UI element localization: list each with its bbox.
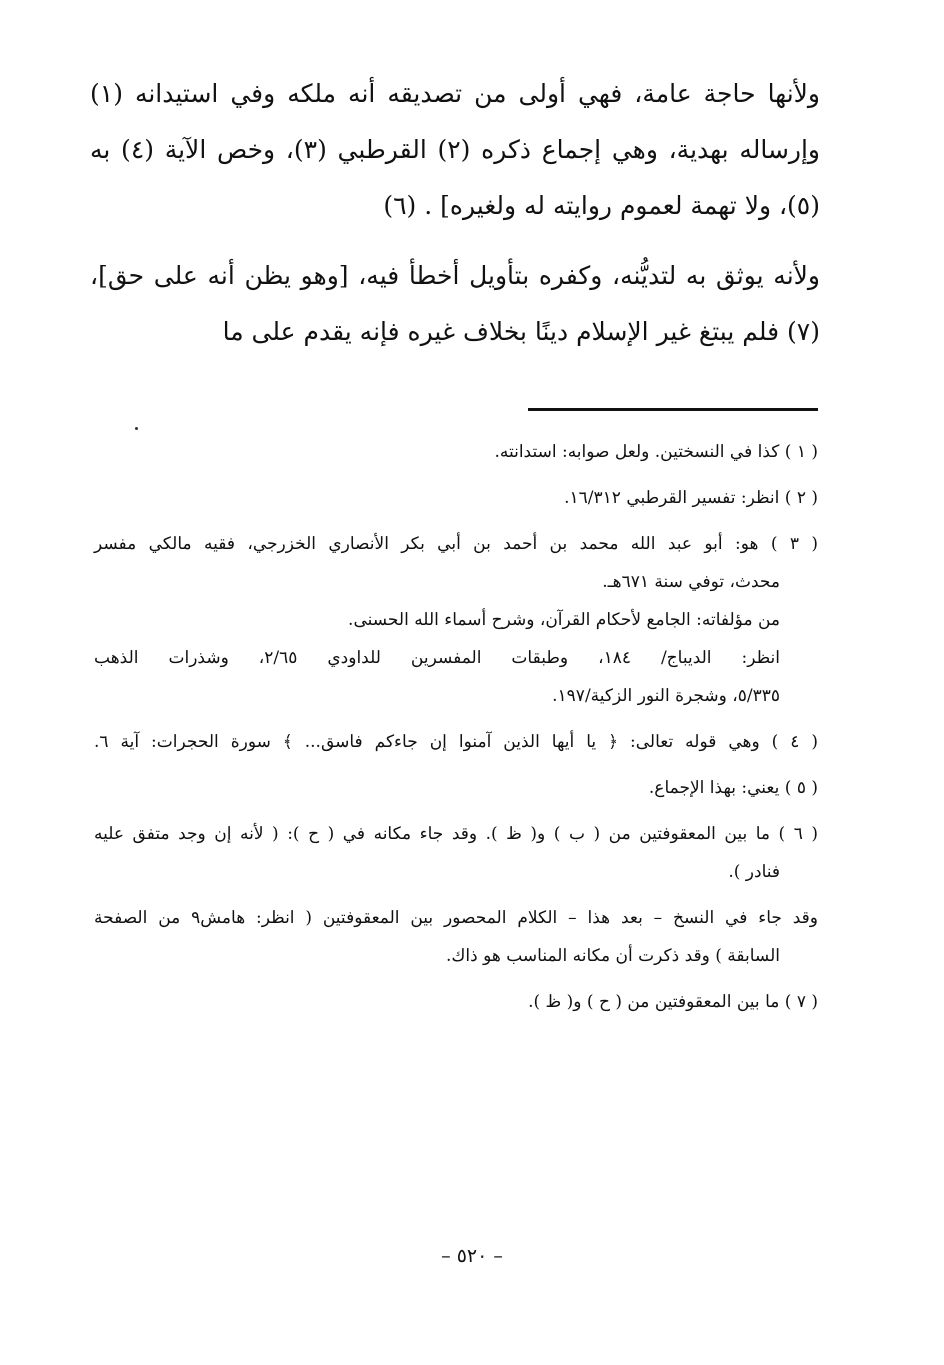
footnote-1 (94, 433, 818, 471)
footnote-line: ( ١ ) كذا في النسختين. ولعل صوابه: استدانته. (494, 442, 818, 462)
footnote-line: ( ٤ ) وهي قوله تعالى: ﴿ يا أيها الذين آمنوا إن جاءكم فاسق... ﴾ سورة الحجرات: آية ٦. (94, 732, 818, 752)
footnote-line: ٥/٣٣٥، وشجرة النور الزكية/١٩٧. (552, 686, 780, 706)
footnote-line: فنادر ). (728, 862, 780, 882)
footnote-5 (94, 769, 818, 807)
scan-speck (135, 427, 138, 430)
footnote-line: ( ٥ ) يعني: بهذا الإجماع. (648, 778, 818, 798)
footnote-line: وقد جاء في النسخ – بعد هذا – الكلام المحصور بين المعقوفتين ( انظر: هامش٩ من الصفحة (94, 908, 818, 928)
footnote-line: ( ٧ ) ما بين المعقوفتين من ( ح ) و( ظ ). (528, 992, 818, 1012)
page-number: – ٥٢٠ – (441, 1245, 503, 1267)
footnote-line: السابقة ) وقد ذكرت أن مكانه المناسب هو ذاك. (445, 946, 780, 966)
footnotes-section (94, 433, 818, 1029)
footnote-3 (94, 525, 818, 715)
footnote-line: ( ٦ ) ما بين المعقوفتين من ( ب ) و( ظ ). وقد جاء مكانه في ( ح ): ( لأنه إن وجد متفق عليه (94, 824, 818, 844)
footnote-6-note (94, 899, 818, 975)
main-text-body (90, 66, 820, 360)
footnote-divider (528, 408, 818, 411)
footnote-2 (94, 479, 818, 517)
footnote-6 (94, 815, 818, 891)
footnote-line: محدث، توفي سنة ٦٧١هـ. (602, 572, 780, 592)
footnote-line: ( ٣ ) هو: أبو عبد الله محمد بن أحمد بن أبي بكر الأنصاري الخزرجي، فقيه مالكي مفسر (94, 534, 818, 554)
paragraph-2: ولأنه يوثق به لتديُّنه، وكفره بتأويل أخطأ فيه، [وهو يظن أنه على حق]،(٧) فلم يبتغ غير الإسلام دينًا بخلاف غيره فإنه يقدم على ما (90, 261, 820, 346)
footnote-7 (94, 983, 818, 1021)
footnote-line: من مؤلفاته: الجامع لأحكام القرآن، وشرح أسماء الله الحسنى. (348, 610, 780, 630)
footnote-line: ( ٢ ) انظر: تفسير القرطبي ١٦/٣١٢. (564, 488, 818, 508)
footnote-line: انظر: الديباج/ ١٨٤، وطبقات المفسرين للداودي ٢/٦٥، وشذرات الذهب (94, 648, 781, 668)
paragraph-1: ولأنها حاجة عامة، فهي أولى من تصديقه أنه ملكه وفي استيدانه (١) وإرساله بهدية، وهي إجماع ذكره (٢) القرطبي (٣)، وخص الآية (٤) به (٥)، ولا تهمة لعموم روايته له ولغيره] . (٦) (90, 79, 820, 220)
footnote-4 (94, 723, 818, 761)
